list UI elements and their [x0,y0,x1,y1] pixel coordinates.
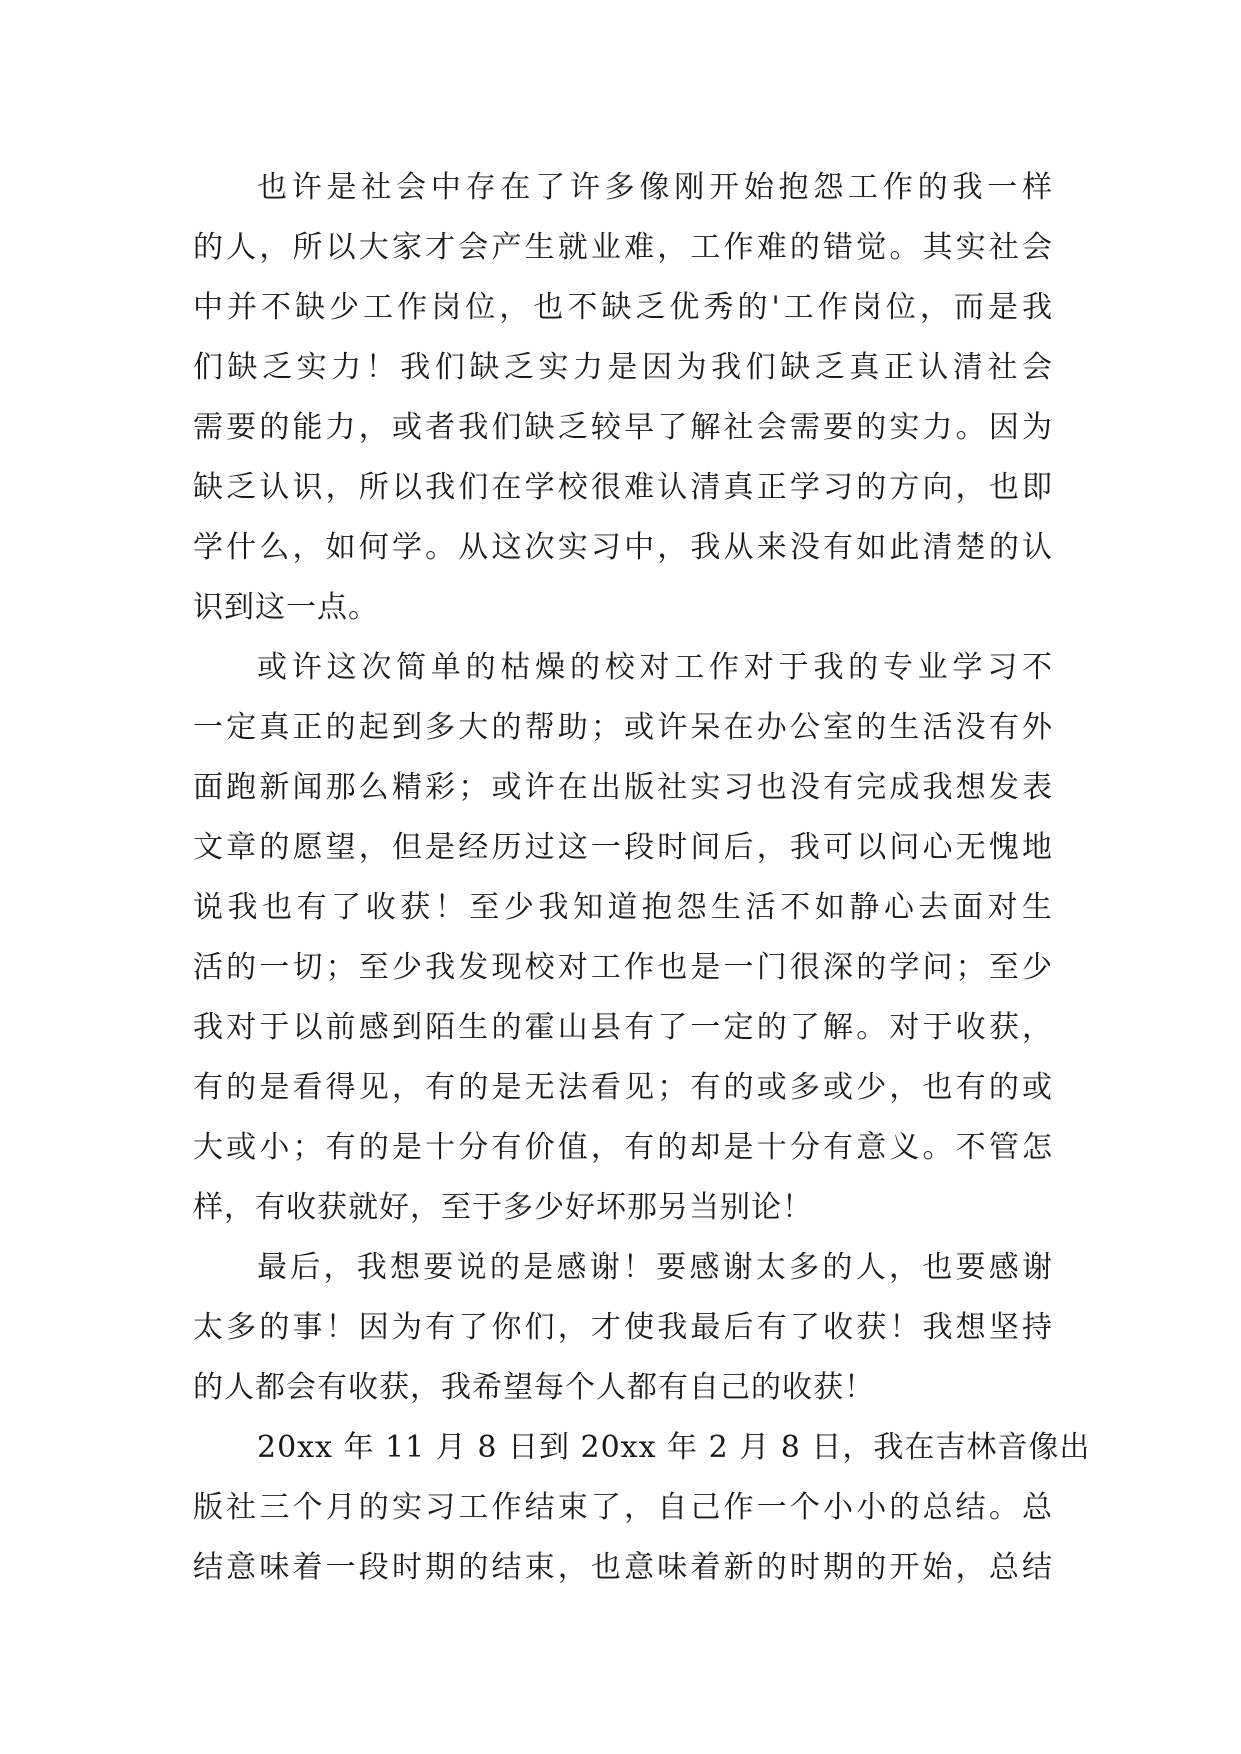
paragraph [193,638,1053,1238]
text-line: 中并不缺少工作岗位，也不缺乏优秀的'工作岗位，而是我 [193,290,1053,325]
text-line: 学什么，如何学。从这次实习中，我从来没有如此清楚的认 [193,530,1053,565]
text-line: 我对于以前感到陌生的霍山县有了一定的了解。对于收获， [193,1010,1053,1045]
text-line: 有的是看得见，有的是无法看见；有的或多或少，也有的或 [193,1070,1053,1105]
text-line: 或许这次简单的枯燥的校对工作对于我的专业学习不 [257,650,1053,685]
text-line: 面跑新闻那么精彩；或许在出版社实习也没有完成我想发表 [193,770,1053,805]
text-line: 活的一切；至少我发现校对工作也是一门很深的学问；至少 [193,950,1053,985]
text-line: 识到这一点。 [193,590,379,625]
text-line: 20xx 年 11 月 8 日到 20xx 年 2 月 8 日，我在吉林音像出 [257,1430,1091,1465]
text-line: 一定真正的起到多大的帮助；或许呆在办公室的生活没有外 [193,710,1053,745]
text-line: 大或小；有的是十分有价值，有的却是十分有意义。不管怎 [193,1130,1053,1165]
text-line: 的人，所以大家才会产生就业难，工作难的错觉。其实社会 [193,230,1053,265]
text-line: 们缺乏实力！我们缺乏实力是因为我们缺乏真正认清社会 [193,350,1053,385]
text-line: 版社三个月的实习工作结束了，自己作一个小小的总结。总 [193,1490,1053,1525]
text-line: 文章的愿望，但是经历过这一段时间后，我可以问心无愧地 [193,830,1053,865]
document-body [193,158,1091,1598]
text-line: 样，有收获就好，至于多少好坏那另当别论！ [193,1190,813,1225]
text-line: 缺乏认识，所以我们在学校很难认清真正学习的方向，也即 [193,470,1053,505]
text-line: 的人都会有收获，我希望每个人都有自己的收获！ [193,1370,875,1405]
text-line: 结意味着一段时期的结束，也意味着新的时期的开始，总结 [193,1550,1053,1585]
text-line: 最后，我想要说的是感谢！要感谢太多的人，也要感谢 [257,1250,1053,1285]
text-line: 说我也有了收获！至少我知道抱怨生活不如静心去面对生 [193,890,1053,925]
paragraph [193,1418,1091,1598]
text-line: 需要的能力，或者我们缺乏较早了解社会需要的实力。因为 [193,410,1053,445]
paragraph [193,158,1053,638]
text-line: 太多的事！因为有了你们，才使我最后有了收获！我想坚持 [193,1310,1053,1345]
text-line: 也许是社会中存在了许多像刚开始抱怨工作的我一样 [257,170,1053,205]
paragraph [193,1238,1053,1418]
